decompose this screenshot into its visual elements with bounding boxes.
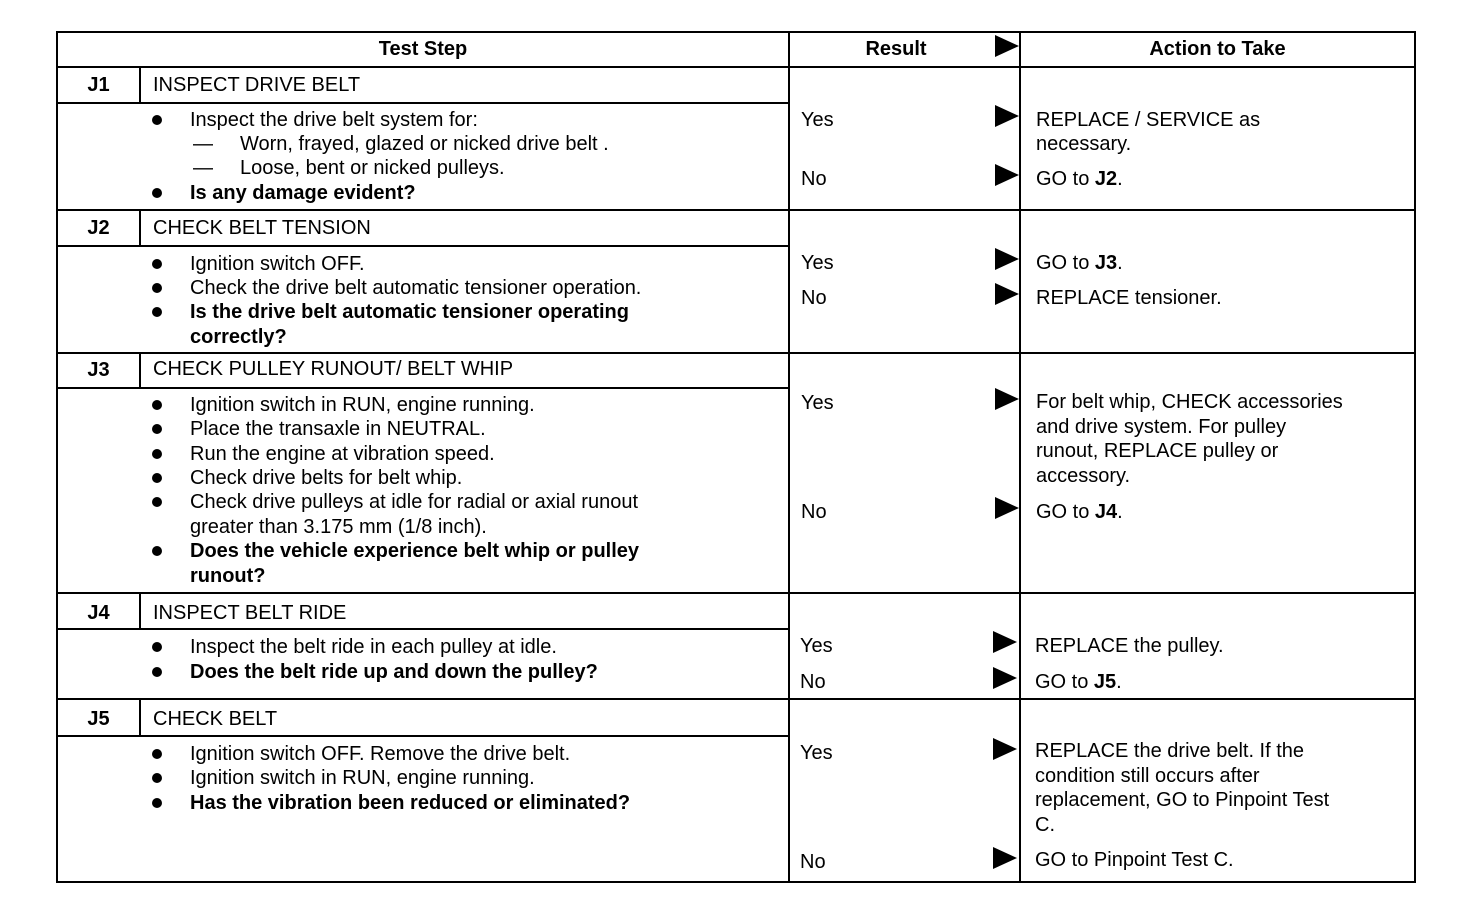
header-divider (56, 66, 1416, 68)
table-border-left (56, 31, 58, 883)
bullet-icon (152, 798, 162, 808)
step-item: Ignition switch in RUN, engine running. (190, 767, 535, 789)
arrow-right-icon (995, 497, 1019, 519)
id-divider (139, 593, 141, 629)
step-question: correctly? (190, 326, 287, 348)
result-no: No (801, 501, 827, 523)
action-text: accessory. (1036, 465, 1131, 487)
action-text: C. (1035, 814, 1055, 836)
result-yes: Yes (801, 392, 834, 414)
bullet-icon (152, 400, 162, 410)
step-subitem: Loose, bent or nicked pulleys. (240, 157, 505, 179)
action-text: replacement, GO to Pinpoint Test (1035, 789, 1330, 811)
action-text: runout, REPLACE pulley or (1036, 440, 1279, 462)
step-item: Check drive pulleys at idle for radial or axial runout (190, 491, 638, 513)
arrow-right-icon (993, 631, 1017, 653)
action-goto-step: J5 (1093, 671, 1117, 693)
bullet-icon (152, 667, 162, 677)
step-item: Check drive belts for belt whip. (190, 467, 463, 489)
arrow-right-icon (995, 35, 1019, 57)
bullet-icon (152, 773, 162, 783)
step-question: Is any damage evident? (190, 182, 416, 204)
bullet-icon (152, 188, 162, 198)
step-item: Ignition switch OFF. Remove the drive belt. (190, 743, 571, 765)
result-yes: Yes (800, 742, 833, 764)
action-text: REPLACE / SERVICE as (1036, 109, 1261, 131)
arrow-right-icon (995, 164, 1019, 186)
title-row-line (56, 102, 789, 104)
action-text: REPLACE the drive belt. If the (1035, 740, 1305, 762)
step-title: CHECK BELT (153, 708, 278, 730)
action-text: For belt whip, CHECK accessories (1036, 391, 1343, 413)
title-row-line (56, 628, 789, 630)
bullet-icon (152, 546, 162, 556)
title-row-line (56, 735, 789, 737)
bullet-icon (152, 283, 162, 293)
bullet-icon (152, 449, 162, 459)
header-result: Result (865, 38, 927, 60)
action-text: GO to Pinpoint Test C. (1035, 849, 1234, 871)
dash-icon: — (193, 133, 213, 155)
column-divider-result (788, 31, 790, 883)
bullet-icon (152, 115, 162, 125)
action-text: necessary. (1036, 133, 1132, 155)
bullet-icon (152, 642, 162, 652)
arrow-right-icon (995, 283, 1019, 305)
arrow-right-icon (993, 738, 1017, 760)
step-id: J5 (87, 708, 110, 730)
step-question: Is the drive belt automatic tensioner operating (190, 301, 629, 323)
step-id: J1 (87, 74, 110, 96)
table-border-top (56, 31, 1416, 33)
id-divider (139, 699, 141, 736)
step-title: CHECK PULLEY RUNOUT/ BELT WHIP (153, 358, 514, 380)
bullet-icon (152, 424, 162, 434)
id-divider (139, 210, 141, 246)
title-row-line (56, 387, 789, 389)
step-question: Does the belt ride up and down the pulley? (190, 661, 598, 683)
action-goto-step: J3 (1094, 252, 1118, 274)
arrow-right-icon (995, 105, 1019, 127)
step-id: J2 (87, 217, 110, 239)
table-border-bottom (56, 881, 1416, 883)
action-text: GO to J4. (1036, 501, 1123, 523)
step-item: Inspect the drive belt system for: (190, 109, 478, 131)
action-text: REPLACE the pulley. (1035, 635, 1224, 657)
result-no: No (800, 671, 826, 693)
bullet-icon (152, 473, 162, 483)
step-item: Ignition switch in RUN, engine running. (190, 394, 535, 416)
step-title: CHECK BELT TENSION (153, 217, 371, 239)
header-action: Action to Take (1149, 38, 1286, 60)
result-no: No (801, 287, 827, 309)
column-divider-action (1019, 31, 1021, 883)
header-test-step: Test Step (378, 38, 468, 60)
step-id: J3 (87, 359, 110, 381)
action-text: GO to J3. (1036, 252, 1123, 274)
bullet-icon (152, 259, 162, 269)
result-no: No (800, 851, 826, 873)
step-item: Place the transaxle in NEUTRAL. (190, 418, 486, 440)
step-question: runout? (190, 565, 266, 587)
step-separator (56, 352, 1416, 354)
bullet-icon (152, 307, 162, 317)
step-id: J4 (87, 602, 110, 624)
id-divider (139, 67, 141, 103)
step-separator (56, 592, 1416, 594)
step-item: Run the engine at vibration speed. (190, 443, 495, 465)
result-yes: Yes (801, 109, 834, 131)
step-separator (56, 698, 1416, 700)
step-item: Check the drive belt automatic tensioner operation. (190, 277, 642, 299)
action-goto-step: J2 (1094, 168, 1118, 190)
arrow-right-icon (993, 667, 1017, 689)
arrow-right-icon (995, 248, 1019, 270)
action-text: and drive system. For pulley (1036, 416, 1287, 438)
action-text: GO to J2. (1036, 168, 1123, 190)
table-border-right (1414, 31, 1416, 883)
action-text: condition still occurs after (1035, 765, 1260, 787)
step-subitem: Worn, frayed, glazed or nicked drive belt . (240, 133, 609, 155)
result-yes: Yes (800, 635, 833, 657)
title-row-line (56, 245, 789, 247)
step-title: INSPECT DRIVE BELT (153, 74, 361, 96)
result-no: No (801, 168, 827, 190)
action-goto-step: J4 (1094, 501, 1118, 523)
action-text: GO to J5. (1035, 671, 1122, 693)
arrow-right-icon (995, 388, 1019, 410)
arrow-right-icon (993, 847, 1017, 869)
step-item-continued: greater than 3.175 mm (1/8 inch). (190, 516, 487, 538)
step-item: Inspect the belt ride in each pulley at idle. (190, 636, 557, 658)
step-question: Does the vehicle experience belt whip or pulley (190, 540, 640, 562)
step-item: Ignition switch OFF. (190, 253, 365, 275)
step-title: INSPECT BELT RIDE (153, 602, 347, 624)
bullet-icon (152, 497, 162, 507)
bullet-icon (152, 749, 162, 759)
result-yes: Yes (801, 252, 834, 274)
action-text: REPLACE tensioner. (1036, 287, 1222, 309)
id-divider (139, 353, 141, 388)
step-question: Has the vibration been reduced or eliminated? (190, 792, 631, 814)
dash-icon: — (193, 157, 213, 179)
step-separator (56, 209, 1416, 211)
